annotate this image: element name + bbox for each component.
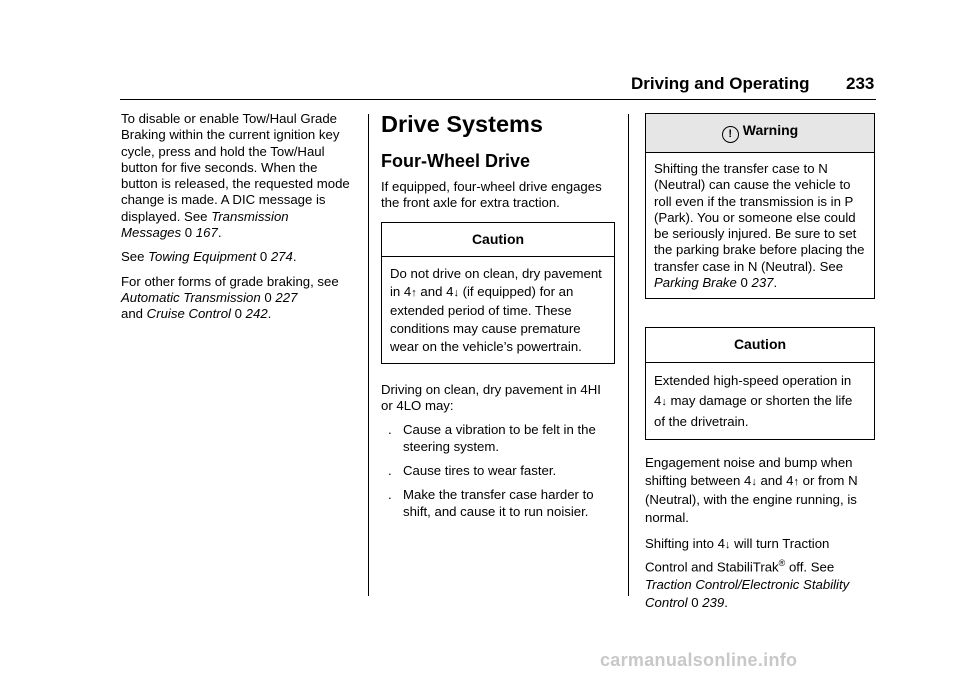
page-ref-icon: 0 [234,306,242,322]
warning-icon: ! [722,126,739,143]
down-arrow-icon: ↓ [453,286,459,299]
column-2 [381,111,615,528]
page-ref-number[interactable]: 274 [270,249,293,265]
towing-paragraph: See Towing Equipment 0 274. [121,249,297,265]
towing-equipment-link[interactable]: Towing Equipment [148,249,257,265]
down-arrow-icon: ↓ [751,475,757,488]
column-1 [121,111,356,331]
traction-paragraph: Shifting into 4↓ will turn Traction Control and StabiliTrak® off. See Traction Control/Electronic Stability Control 0 239. [645,535,850,611]
page-number: 233 [846,74,875,93]
registered-mark: ® [778,557,786,568]
column-divider-1 [368,114,369,596]
up-arrow-icon: ↑ [793,475,799,488]
subsection-title: Four-Wheel Drive [381,151,531,171]
page-ref-icon: 0 [740,275,748,291]
page-ref-icon: 0 [184,225,193,241]
grade-braking-paragraph: For other forms of grade braking, see Automatic Transmission 0 227 and Cruise Control 0 242. [121,273,339,322]
warning-box [645,113,875,299]
page-ref-number[interactable]: 167 [195,225,218,241]
header-rule [120,99,876,100]
tow-haul-paragraph: To disable or enable Tow/Haul Grade Braking within the current ignition key cycle, press and hold the Tow/Haul button for five seconds. When the button is released, the requested mode change is made. A DIC message is displayed. See Transmission Messages 0 167. [121,111,350,241]
caution-box [645,327,875,439]
engagement-paragraph: Engagement noise and bump when shifting between 4↓ and 4↑ or from N (Neutral), with the engine running, is normal. [645,454,858,525]
cruise-control-link[interactable]: Cruise Control [146,306,231,322]
list-item: . Cause tires to wear faster. [381,463,615,479]
page-ref-number[interactable]: 237 [751,275,774,291]
column-divider-2 [628,114,629,596]
column-3 [645,111,875,620]
caution-heading: Caution [646,328,874,362]
bullet-icon: . [388,487,392,503]
bullet-icon: . [388,463,392,479]
up-arrow-icon: ↑ [411,286,417,299]
page-ref-icon: 0 [264,289,272,305]
caution-box [381,222,615,364]
intro-paragraph: If equipped, four-wheel drive engages the front axle for extra traction. [381,179,602,211]
watermark: carmanualsonline.info [600,650,798,670]
page-ref-icon: 0 [691,595,699,611]
page-ref-number[interactable]: 242 [245,306,268,322]
bullet-icon: . [388,422,392,438]
caution-text: Extended high-speed operation in 4↓ may damage or shorten the life of the drivetrain. [654,372,853,429]
automatic-transmission-link[interactable]: Automatic Transmission [121,289,261,305]
parking-brake-link[interactable]: Parking Brake [654,275,737,291]
section-title: Drive Systems [381,111,543,137]
page-ref-icon: 0 [259,249,268,265]
warning-text: Shifting the transfer case to N (Neutral) can cause the vehicle to roll even if the transmission is in P (Park). You or someone else could be seriously injured. Be sure to set the parking brake before placing the transfer case in N (Neutral). See Parking Brake 0 237. [654,161,865,291]
warning-heading: ! Warning [646,114,874,153]
caution-heading: Caution [382,223,614,257]
page-ref-number[interactable]: 239 [702,595,725,611]
list-item: . Cause a vibration to be felt in the steering system. [381,422,615,455]
down-arrow-icon: ↓ [661,395,667,408]
transmission-messages-link[interactable]: Transmission Messages [121,208,289,241]
traction-control-link[interactable]: Traction Control/Electronic Stability Control [645,577,850,611]
page-ref-number[interactable]: 227 [275,289,298,305]
caution-text: Do not drive on clean, dry pavement in 4↑ and 4↓ (if equipped) for an extended period of time. These conditions may cause premature wear on the vehicle’s powertrain. [390,265,602,354]
page-header-title: Driving and Operating [631,74,810,93]
lead-paragraph: Driving on clean, dry pavement in 4HI or 4LO may: [381,381,601,414]
list-item: . Make the transfer case harder to shift, and cause it to run noisier. [381,487,615,520]
down-arrow-icon: ↓ [724,538,731,551]
